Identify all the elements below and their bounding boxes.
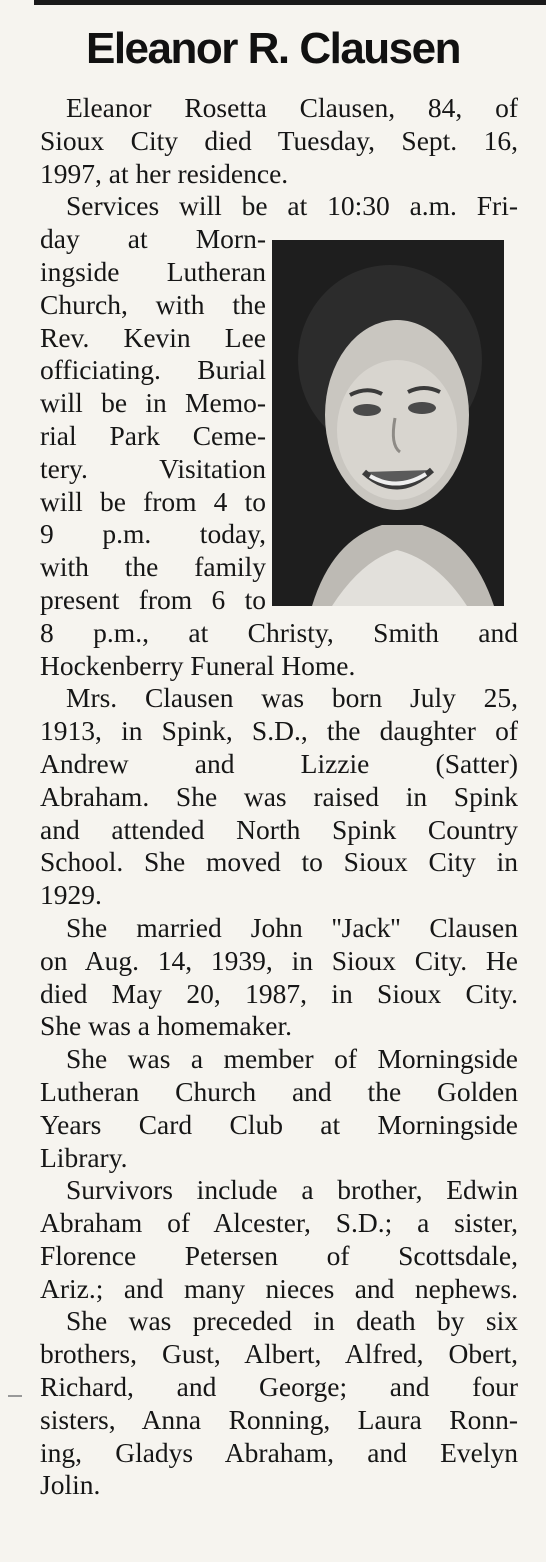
text-line: Mrs. Clausen was born July 25,	[66, 682, 518, 714]
obituary-body	[40, 92, 518, 1502]
text-line: ingside Lutheran	[40, 255, 266, 287]
text-line: officiating. Burial	[40, 354, 266, 386]
text-line: brothers, Gust, Albert, Alfred, Obert,	[40, 1338, 518, 1370]
text-line: She was preceded in death by six	[66, 1305, 518, 1337]
text-line: Abraham of Alcester, S.D.; a sister,	[40, 1207, 518, 1239]
text-line: School. She moved to Sioux City in	[40, 846, 518, 878]
text-line: and attended North Spink Country	[40, 813, 518, 845]
margin-mark	[8, 1395, 22, 1397]
text-line: rial Park Ceme-	[40, 419, 266, 451]
text-line: day at Morn-	[40, 223, 266, 255]
text-line: Florence Petersen of Scottsdale,	[40, 1239, 518, 1271]
text-line: on Aug. 14, 1939, in Sioux City. He	[40, 944, 518, 976]
text-line: Richard, and George; and four	[40, 1371, 518, 1403]
text-line: died May 20, 1987, in Sioux City.	[40, 977, 518, 1009]
text-line: Jolin.	[40, 1469, 101, 1501]
top-rule	[34, 0, 546, 5]
text-line: Andrew and Lizzie (Satter)	[40, 747, 518, 779]
text-line: Hockenberry Funeral Home.	[40, 649, 356, 681]
text-line: 1997, at her residence.	[40, 157, 289, 189]
text-line: Abraham. She was raised in Spink	[40, 780, 518, 812]
text-line: Church, with the	[40, 288, 266, 320]
text-line: Services will be at 10:30 a.m. Fri-	[66, 190, 518, 222]
text-line: sisters, Anna Ronning, Laura Ronn-	[40, 1403, 518, 1435]
obituary-headline: Eleanor R. Clausen	[85, 24, 460, 73]
text-line: 8 p.m., at Christy, Smith and	[40, 616, 518, 648]
text-line: Sioux City died Tuesday, Sept. 16,	[40, 124, 518, 156]
text-line: Years Card Club at Morningside	[40, 1108, 518, 1140]
text-line: Rev. Kevin Lee	[40, 321, 266, 353]
text-line: tery. Visitation	[40, 452, 266, 484]
text-line: She was a member of Morningside	[66, 1043, 518, 1075]
text-line: present from 6 to	[40, 583, 266, 615]
text-line: Ariz.; and many nieces and nephews.	[40, 1272, 518, 1304]
text-line: Survivors include a brother, Edwin	[66, 1174, 518, 1206]
text-line: will be from 4 to	[40, 485, 266, 517]
text-line: ing, Gladys Abraham, and Evelyn	[40, 1436, 518, 1468]
text-line: Library.	[40, 1141, 128, 1173]
text-line: Eleanor Rosetta Clausen, 84, of	[66, 92, 518, 123]
text-line: 1929.	[40, 879, 102, 911]
text-line: She married John ''Jack'' Clausen	[66, 911, 518, 943]
text-line: will be in Memo-	[40, 387, 266, 419]
text-line: She was a homemaker.	[40, 1010, 293, 1042]
text-line: Lutheran Church and the Golden	[40, 1075, 518, 1107]
text-line: with the family	[40, 551, 266, 583]
text-line: 1913, in Spink, S.D., the daughter of	[40, 715, 518, 747]
text-line: 9 p.m. today,	[40, 518, 266, 550]
